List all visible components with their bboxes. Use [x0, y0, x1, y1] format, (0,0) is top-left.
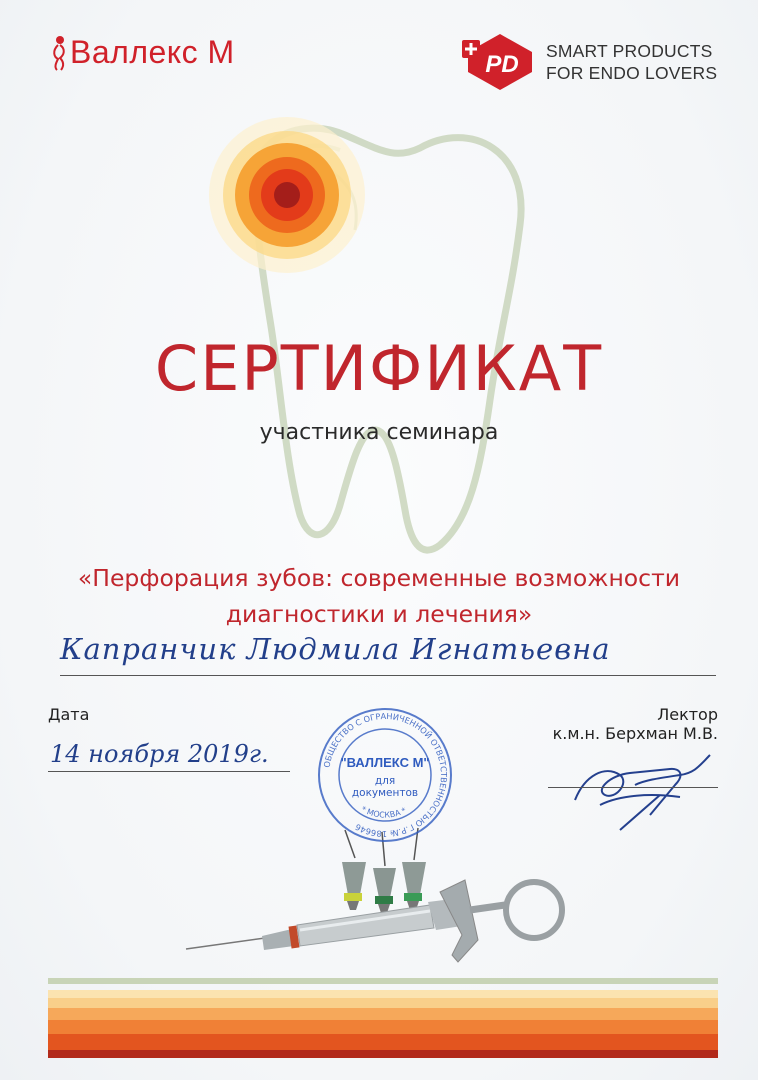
seminar-topic-line-1: «Перфорация зубов: современные возможности — [77, 564, 681, 592]
pd-tagline-line-1: SMART PRODUCTS — [546, 41, 713, 61]
seminar-topic-line-2: диагностики и лечения» — [225, 600, 533, 628]
vallex-logo — [48, 34, 235, 71]
lector-signature — [560, 745, 720, 835]
name-underline — [60, 675, 716, 676]
certificate-title: СЕРТИФИКАТ — [154, 332, 604, 405]
syringe-icon — [186, 880, 562, 962]
stamp-ring-text: ОБЩЕСТВО С ОГРАНИЧЕННОЙ ОТВЕТСТВЕННОСТЬЮ Г.Р.№ 186646 — [321, 710, 450, 840]
pd-mark-text: PD — [485, 51, 519, 78]
figure-logo-icon — [48, 35, 70, 71]
date-value: 14 ноября 2019г. — [50, 740, 269, 768]
pd-logo — [462, 30, 717, 94]
stamp-subtext-line-2: документов — [351, 787, 419, 799]
stamp-company-name: "ВАЛЛЕКС М" — [340, 755, 430, 770]
pd-tagline-line-2: FOR ENDO LOVERS — [546, 63, 718, 83]
stamp-subtext — [315, 775, 455, 799]
signature-underline — [548, 787, 718, 788]
stamp-city-text: * МОСКВА * — [359, 804, 408, 820]
certificate-subtitle: участника семинара — [259, 420, 499, 445]
lector-name: к.м.н. Берхман М.В. — [552, 724, 718, 743]
pd-tagline — [538, 40, 717, 84]
lector-label: Лектор — [657, 705, 718, 724]
date-label: Дата — [48, 705, 90, 724]
pd-badge-icon — [462, 30, 538, 94]
date-underline — [48, 771, 290, 772]
bottom-stripes — [48, 978, 718, 1058]
target-icon — [209, 117, 365, 273]
participant-name: Капранчик Людмила Игнатьевна — [60, 632, 611, 666]
vallex-brand-text: Валлекс М — [70, 34, 235, 70]
stamp-subtext-line-1: для — [374, 775, 396, 787]
seminar-topic — [20, 560, 738, 632]
